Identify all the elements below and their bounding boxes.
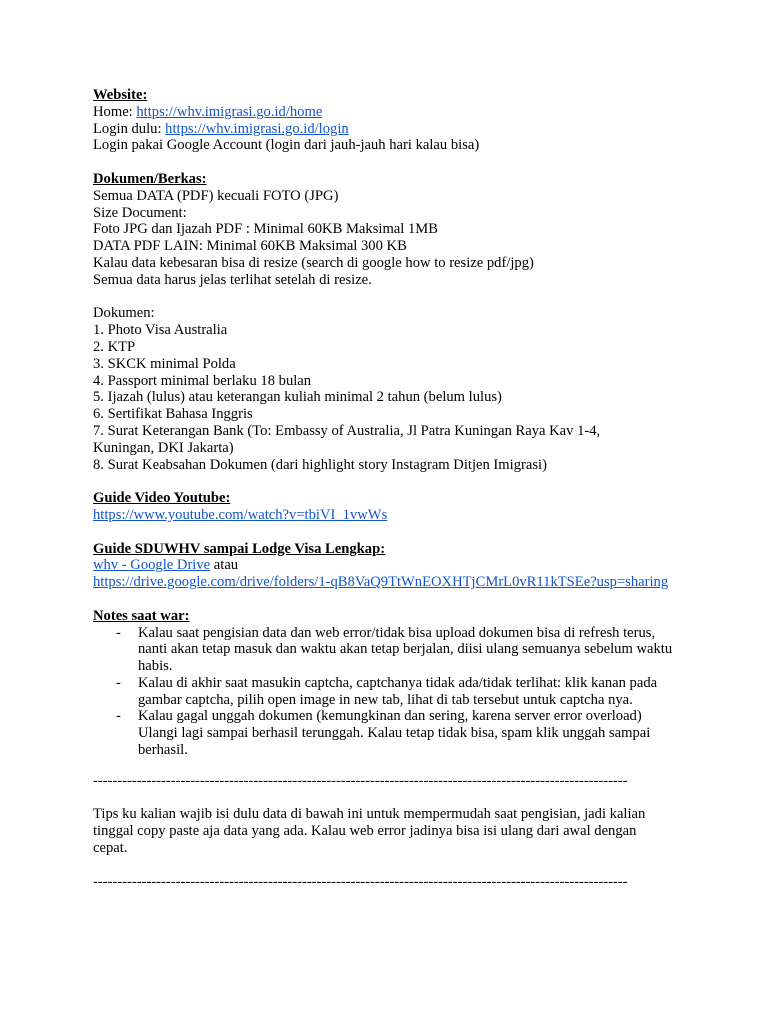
- drive-url-link[interactable]: https://drive.google.com/drive/folders/1-qB8VaQ9TtWnEOXHTjCMrL0vR11kTSEe?usp=sharing: [93, 574, 669, 591]
- note-text: Kalau gagal unggah dokumen (kemungkinan dan sering, karena server error overload) Ulangi lagi sampai berhasil terunggah. Kalau tetap tidak bisa, spam klik unggah sampai berhasil.: [138, 708, 651, 759]
- dokumen-item: 5. Ijazah (lulus) atau keterangan kuliah minimal 2 tahun (belum lulus): [93, 389, 502, 406]
- dokumen-item: 3. SKCK minimal Polda: [93, 355, 236, 372]
- login-row: [93, 121, 683, 138]
- dokumen-item: 7. Surat Keterangan Bank (To: Embassy of Australia, Jl Patra Kuningan Raya Kav 1-4, Kuningan, DKI Jakarta): [93, 422, 601, 456]
- guide-video-heading: Guide Video Youtube:: [93, 490, 231, 507]
- note-dash: -: [116, 624, 121, 641]
- note-item: [93, 708, 683, 758]
- berkas-line: Foto JPG dan Ijazah PDF : Minimal 60KB Maksimal 1MB: [93, 221, 438, 238]
- atau-text: atau: [210, 557, 239, 574]
- dokumen-item: 6. Sertifikat Bahasa Inggris: [93, 406, 253, 423]
- dokumen-item: 8. Surat Keabsahan Dokumen (dari highlight story Instagram Ditjen Imigrasi): [93, 456, 547, 473]
- google-drive-link[interactable]: whv - Google Drive: [93, 557, 211, 574]
- berkas-line: Semua DATA (PDF) kecuali FOTO (JPG): [93, 187, 339, 204]
- drive-row: [93, 557, 683, 574]
- dokumen-label: Dokumen:: [93, 305, 155, 322]
- berkas-line: Semua data harus jelas terlihat setelah di resize.: [93, 271, 372, 288]
- notes-heading: Notes saat war:: [93, 607, 190, 624]
- berkas-line: Size Document:: [93, 204, 187, 221]
- home-label: Home:: [93, 103, 137, 120]
- note-dash: -: [116, 708, 121, 725]
- website-heading: Website:: [93, 87, 148, 103]
- home-row: [93, 104, 683, 121]
- login-label: Login dulu:: [93, 120, 166, 137]
- berkas-line: Kalau data kebesaran bisa di resize (search di google how to resize pdf/jpg): [93, 254, 534, 271]
- home-link[interactable]: https://whv.imigrasi.go.id/home: [136, 103, 323, 120]
- login-note: Login pakai Google Account (login dari jauh-jauh hari kalau bisa): [93, 137, 480, 154]
- dokumen-item: 1. Photo Visa Australia: [93, 322, 228, 339]
- note-dash: -: [116, 674, 121, 691]
- note-text: Kalau saat pengisian data dan web error/tidak bisa upload dokumen bisa di refresh terus, nanti akan tetap masuk dan waktu akan tetap berjalan, diisi ulang semuanya sebelum waktu habis.: [138, 624, 673, 675]
- note-item: [93, 675, 683, 709]
- dokumen-berkas-heading: Dokumen/Berkas:: [93, 170, 207, 187]
- note-text: Kalau di akhir saat masukin captcha, captchanya tidak ada/tidak terlihat: klik kanan pada gambar captcha, pilih open image in new tab, lihat di tab tersebut untuk captcha nya.: [138, 674, 658, 708]
- separator-line: --------------------------------------------------------------------------------------------------------------: [93, 772, 628, 789]
- separator-line: --------------------------------------------------------------------------------------------------------------: [93, 873, 628, 890]
- note-item: [93, 625, 683, 675]
- dokumen-item: 2. KTP: [93, 338, 136, 355]
- dokumen-item: 4. Passport minimal berlaku 18 bulan: [93, 372, 312, 389]
- guide-sduwhv-heading: Guide SDUWHV sampai Lodge Visa Lengkap:: [93, 540, 386, 557]
- login-link[interactable]: https://whv.imigrasi.go.id/login: [165, 120, 349, 137]
- berkas-line: DATA PDF LAIN: Minimal 60KB Maksimal 300 KB: [93, 238, 407, 255]
- document-content: [93, 87, 683, 890]
- youtube-link[interactable]: https://www.youtube.com/watch?v=tbiVI_1vwWs: [93, 506, 388, 523]
- tips-paragraph: Tips ku kalian wajib isi dulu data di bawah ini untuk mempermudah saat pengisian, jadi kalian tinggal copy paste aja data yang ada. Kalau web error jadinya bisa isi ulang dari awal dengan cepat.: [93, 806, 646, 857]
